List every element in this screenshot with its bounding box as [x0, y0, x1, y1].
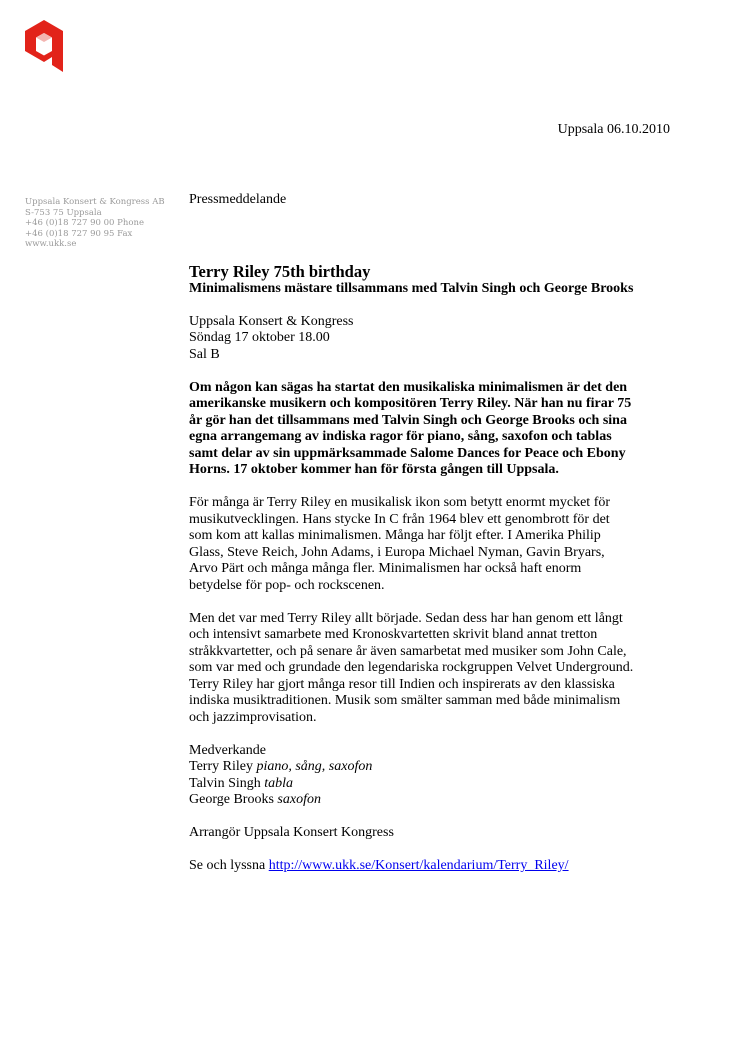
body-paragraph-1: [189, 495, 689, 594]
paragraph-line: Terry Riley har gjort många resor till Indien och inspirerats av den klassiska: [189, 676, 615, 692]
performer-name: Talvin Singh: [189, 775, 261, 791]
event-datetime: Söndag 17 oktober 18.00: [189, 330, 330, 345]
event-page-link[interactable]: http://www.ukk.se/Konsert/kalendarium/Terry_Riley/: [268, 858, 569, 873]
performers-heading: Medverkande: [189, 742, 266, 758]
performer-name: Terry Riley: [189, 759, 253, 774]
event-hall: Sal B: [189, 346, 220, 362]
lead-line: egna arrangemang av indiska ragor för piano, sång, saxofon och tablas: [189, 429, 612, 444]
lead-line: samt delar av sin uppmärksammade Salome Dances for Peace och Ebony: [189, 445, 626, 461]
performer-item: [189, 792, 689, 809]
sender-address-block: [25, 197, 175, 250]
listen-line: [189, 858, 689, 875]
performer-item: [189, 759, 689, 776]
page-subtitle: Minimalismens mästare tillsammans med Talvin Singh och George Brooks: [189, 280, 634, 296]
performer-role: piano, sång, saxofon: [256, 759, 373, 774]
document-type: Pressmeddelande: [189, 192, 287, 207]
performers-section: [189, 743, 689, 809]
lead-line: Horns. 17 oktober kommer han för första gången till Uppsala.: [189, 462, 559, 477]
performer-role: tabla: [264, 775, 294, 791]
body-paragraph-2: [189, 611, 689, 727]
paragraph-line: Men det var med Terry Riley allt började. Sedan dess har han genom ett långt: [189, 610, 623, 626]
document-date: Uppsala 06.10.2010: [557, 122, 670, 137]
performer-role: saxofon: [277, 792, 321, 807]
paragraph-line: För många är Terry Riley en musikalisk ikon som betytt enormt mycket för: [189, 495, 611, 510]
ukk-logo-icon: [25, 20, 63, 72]
lead-line: amerikanske musikern och kompositören Terry Riley. När han nu firar 75: [189, 396, 632, 411]
performer-item: [189, 776, 689, 793]
performer-name: George Brooks: [189, 792, 274, 807]
sender-phone: +46 (0)18 727 90 00 Phone: [25, 218, 144, 228]
page-title: Terry Riley 75th birthday: [189, 261, 371, 281]
sender-website: www.ukk.se: [25, 239, 77, 249]
organizer-line: Arrangör Uppsala Konsert Kongress: [189, 825, 394, 840]
lead-line: år gör han det tillsammans med Talvin Singh och George Brooks och sina: [189, 412, 627, 428]
paragraph-line: stråkkvartetter, och på senare år även samarbetat med musiker som John Cale,: [189, 643, 627, 659]
paragraph-line: betydelse för pop- och rockscenen.: [189, 577, 385, 593]
paragraph-line: Glass, Steve Reich, John Adams, i Europa Michael Nyman, Gavin Bryars,: [189, 544, 605, 560]
paragraph-line: som kom att kallas minimalismen. Många har följt efter. I Amerika Philip: [189, 528, 601, 543]
sender-fax: +46 (0)18 727 90 95 Fax: [25, 228, 133, 239]
listen-prefix: Se och lyssna: [189, 858, 266, 873]
lead-line: Om någon kan sägas ha startat den musikaliska minimalismen är det den: [189, 379, 628, 395]
paragraph-line: indiska musiktraditionen. Musik som smälter samman med både minimalism: [189, 693, 621, 708]
event-details: [189, 314, 689, 364]
event-venue: Uppsala Konsert & Kongress: [189, 313, 354, 329]
press-release-body: [189, 192, 689, 875]
paragraph-line: musikutvecklingen. Hans stycke In C från 1964 blev ett genombrott för det: [189, 511, 610, 527]
sender-postal-address: S-753 75 Uppsala: [25, 207, 102, 218]
paragraph-line: Arvo Pärt och många många fler. Minimalismen har också haft enorm: [189, 561, 582, 576]
paragraph-line: och intensivt samarbete med Kronoskvartetten skrivit bland annat tretton: [189, 627, 598, 642]
paragraph-line: som var med och grundade den legendariska rockgruppen Velvet Underground.: [189, 660, 634, 675]
sender-company: Uppsala Konsert & Kongress AB: [25, 197, 165, 207]
paragraph-line: och jazzimprovisation.: [189, 709, 317, 725]
lead-paragraph: [189, 380, 689, 479]
